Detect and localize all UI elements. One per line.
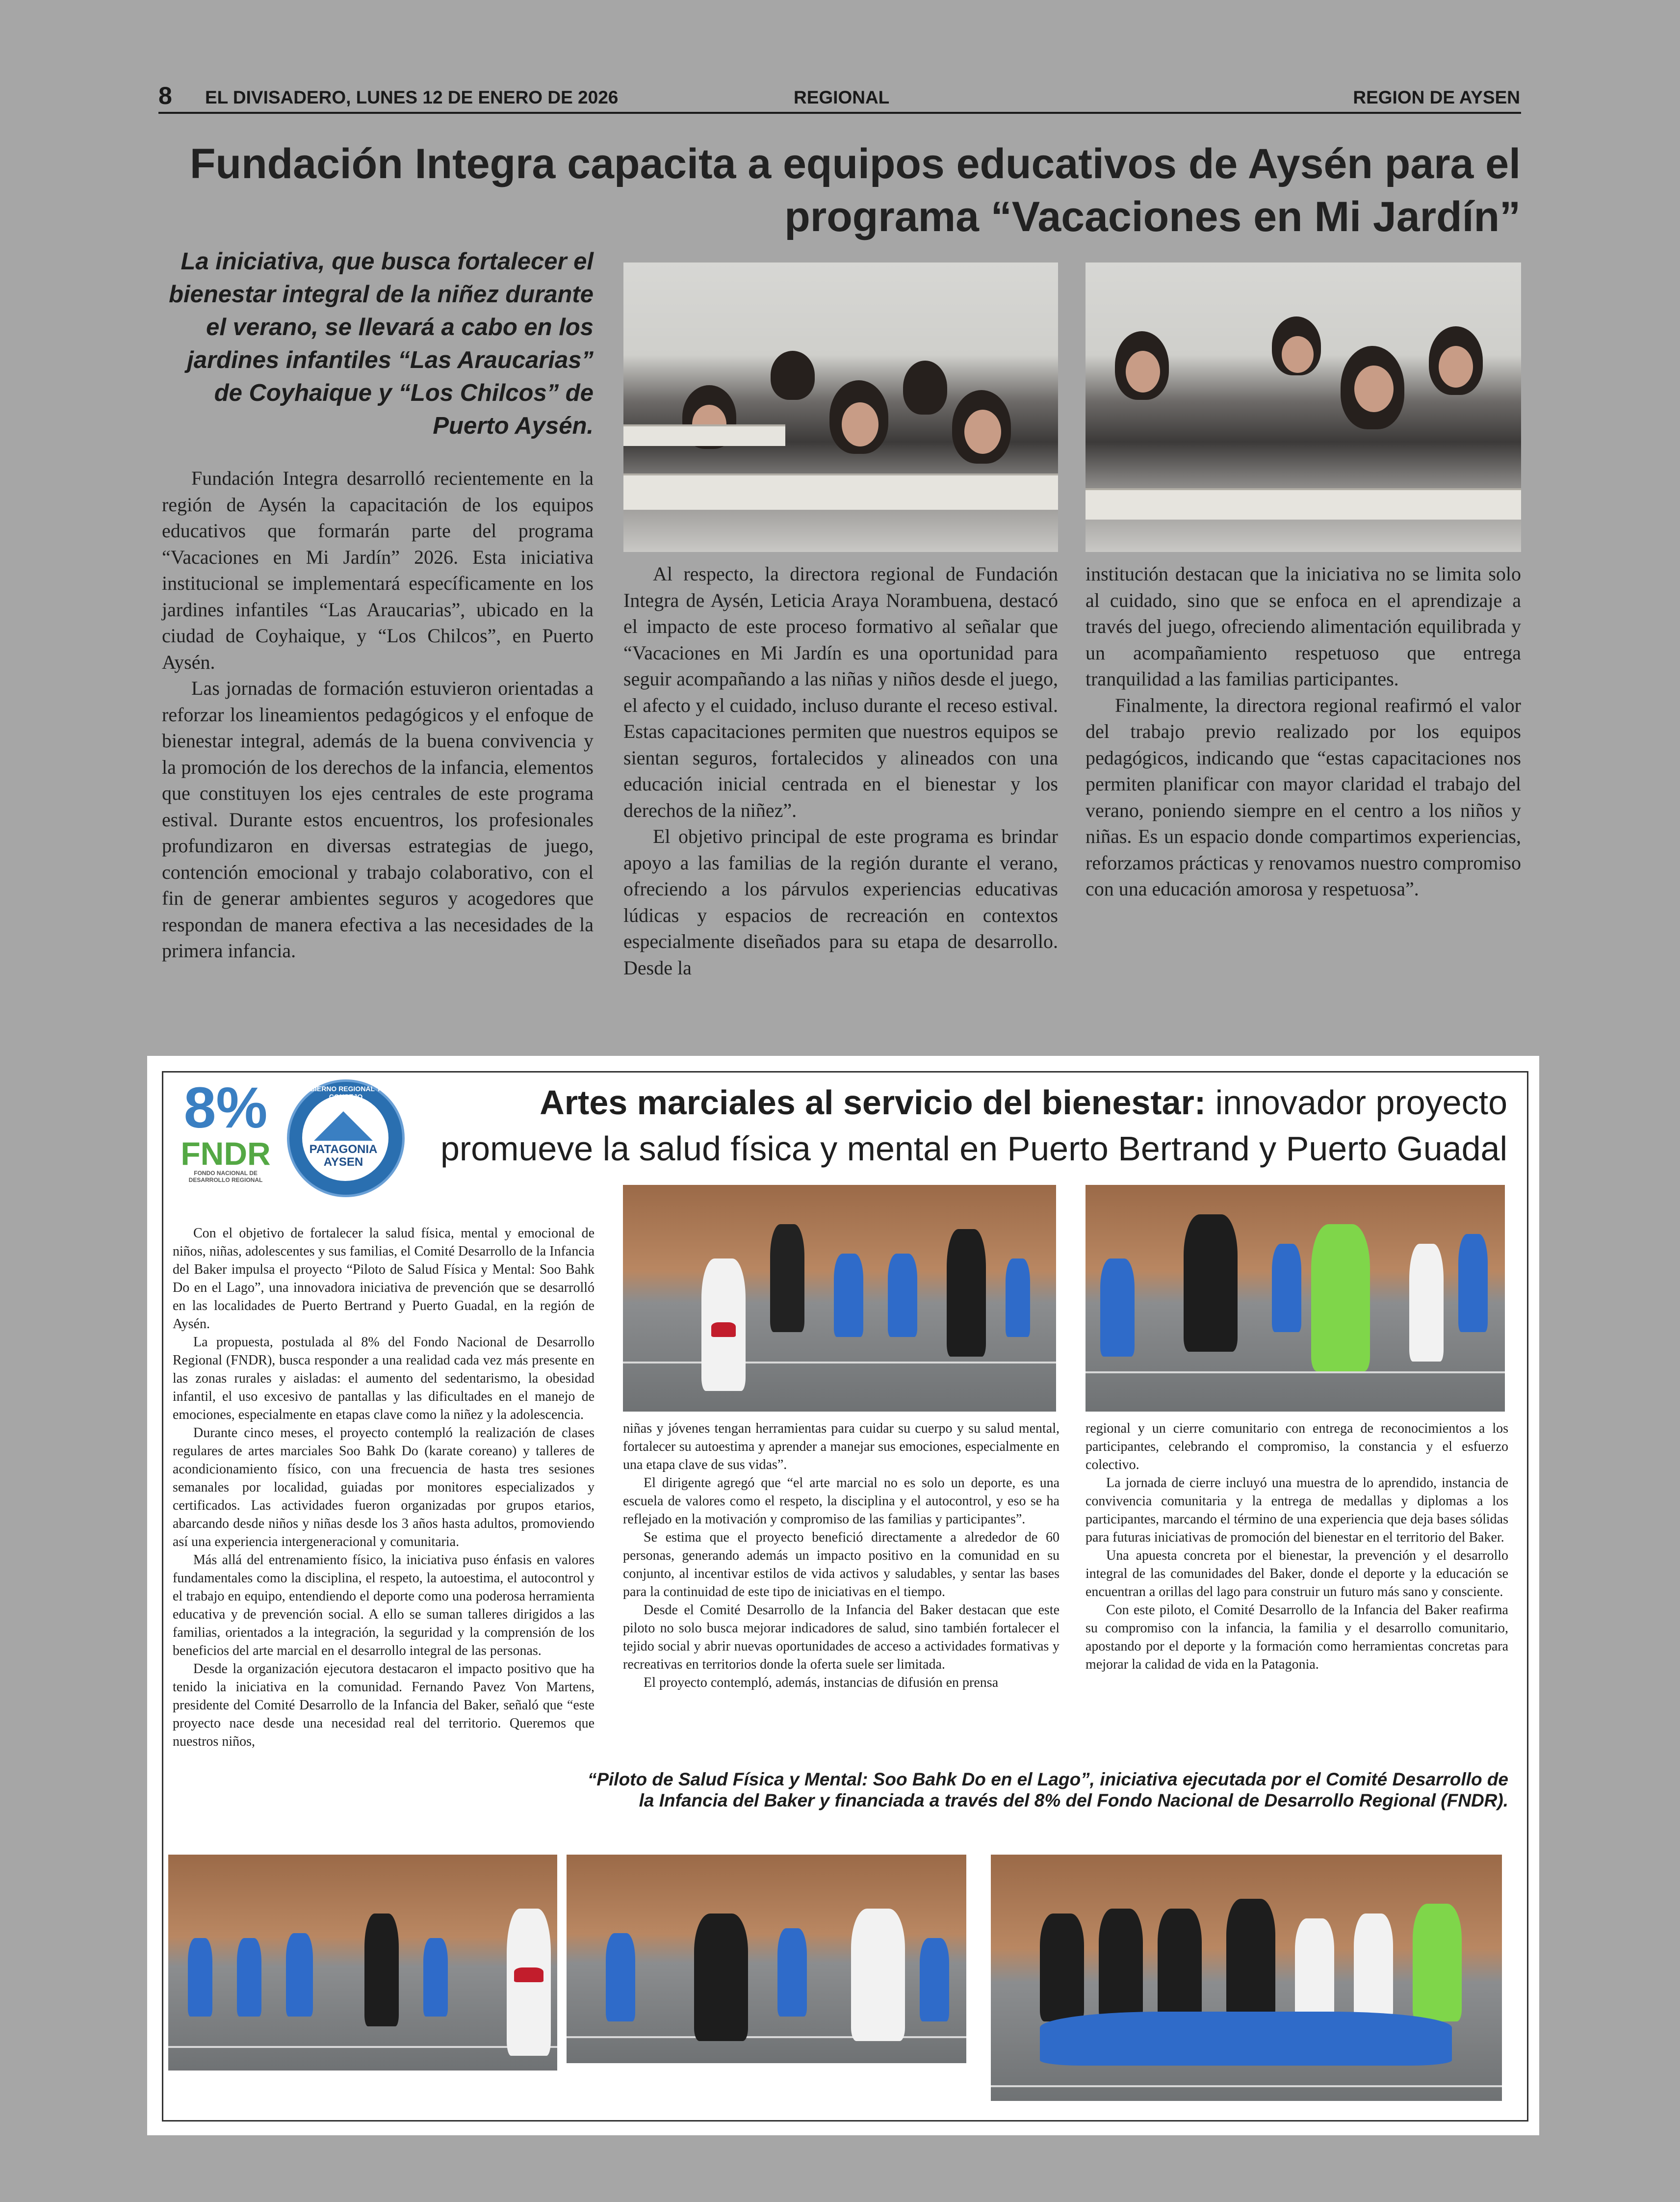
patagonia-logo-name: PATAGONIA AYSEN xyxy=(309,1143,378,1169)
paragraph: Desde la organización ejecutora destacaron el impacto positivo que ha tenido la iniciativa en la comunidad. Fernando Pavez Von Martens, presidente del Comité Desarrollo de la Infancia del Baker, señaló que “este proyecto nace desde una necesidad real del territorio. Queremos que nuestros niños, xyxy=(173,1661,594,1749)
paragraph: Con este piloto, el Comité Desarrollo de la Infancia del Baker reafirma su compromiso con la infancia, la familia y el desarrollo comunitario, apostando por el deporte y la formación como herramientas concretas para mejorar la calidad de vida en la Patagonia. xyxy=(1086,1602,1508,1672)
article1-headline-line2: programa “Vacaciones en Mi Jardín” xyxy=(784,193,1521,240)
martial-arts-photo-4 xyxy=(567,1855,966,2063)
martial-arts-photo-2 xyxy=(1086,1185,1505,1412)
paragraph: institución destacan que la iniciativa no se limita solo al cuidado, sino que se enfoca en el aprendizaje a través del juego, ofreciendo alimentación equilibrada y un acompañamiento respetuoso que entrega tranquilidad a las familias participantes. xyxy=(1086,563,1521,690)
group-photo xyxy=(991,1855,1502,2101)
paragraph: regional y un cierre comunitario con entrega de reconocimientos a los participantes, celebrando el compromiso, la constancia y el esfuerzo colectivo. xyxy=(1086,1421,1508,1472)
fndr-logo-name: FNDR xyxy=(181,1135,271,1172)
paragraph: Una apuesta concreta por el bienestar, la prevención y el desarrollo integral de las comunidades del Baker, donde el deporte y la educación se encuentran a orillas del lago para construir un futuro más sano y consciente. xyxy=(1086,1548,1508,1599)
paragraph: Con el objetivo de fortalecer la salud física, mental y emocional de niños, niñas, adolescentes y sus familias, el Comité Desarrollo de la Infancia del Baker impulsa el proyecto “Piloto de Salud Física y Mental: Soo Bahk Do en el Lago”, una innovadora iniciativa de prevención que se desarrolló en las localidades de Puerto Bertrand y Puerto Guadal, en la región de Aysén. xyxy=(173,1226,594,1332)
paragraph: Finalmente, la directora regional reafirmó el valor del trabajo previo realizado por los equipos pedagógicos, indicando que “estas capacitaciones nos permiten planificar con mayor claridad el trabajo del verano, poniendo siempre en el centro a los niños y niñas. Es un espacio donde compartimos experiencias, reforzamos prácticas y renovamos nuestro compromiso con una educación amorosa y respetuosa”. xyxy=(1086,694,1521,900)
paragraph: La jornada de cierre incluyó una muestra de lo aprendido, instancia de convivencia comunitaria y la entrega de medallas y diplomas a los participantes, marcando el término de una experiencia que deja bases sólidas para futuras iniciativas de promoción del bienestar en el territorio del Baker. xyxy=(1086,1475,1508,1545)
paragraph: niñas y jóvenes tengan herramientas para cuidar su cuerpo y su salud mental, fortalecer su autoestima y aprender a manejar sus emociones, especialmente en una etapa clave de sus vidas”. xyxy=(623,1421,1060,1472)
article1-column-2 xyxy=(623,561,1058,981)
paragraph: La propuesta, postulada al 8% del Fondo Nacional de Desarrollo Regional (FNDR), busca responder a una realidad cada vez más presente en las zonas rurales y aisladas: el aumento del sedentarismo, la obesidad infantil, el uso excesivo de pantallas y las dificultades en el manejo de emociones, especialmente en etapas clave como la niñez y la adolescencia. xyxy=(173,1335,594,1422)
region-label: REGION DE AYSEN xyxy=(1353,87,1520,107)
article1-headline-line1: Fundación Integra capacita a equipos educativos de Aysén para el xyxy=(190,140,1521,187)
paragraph: El proyecto contempló, además, instancias de difusión en prensa xyxy=(644,1675,999,1690)
article1-column-1 xyxy=(162,465,594,964)
martial-arts-photo-1 xyxy=(623,1185,1056,1412)
article2-column-3 xyxy=(1086,1419,1508,1674)
paragraph: Más allá del entrenamiento físico, la iniciativa puso énfasis en valores fundamentales como la disciplina, el respeto, la autoestima, el autocontrol y el trabajo en equipo, entendiendo el deporte como una poderosa herramienta educativa y de prevención social. A ello se suman talleres dirigidos a las familias, orientados a la integración, la seguridad y la comprensión de los beneficios del arte marcial en el desarrollo integral de las personas. xyxy=(173,1552,594,1658)
article2-headline-line2: promueve la salud física y mental en Puerto Bertrand y Puerto Guadal xyxy=(440,1129,1507,1168)
article2-headline-bold: Artes marciales al servicio del bienestar: xyxy=(540,1083,1206,1122)
classroom-photo-2 xyxy=(1086,262,1521,552)
martial-arts-photo-3 xyxy=(168,1855,557,2071)
paragraph: El objetivo principal de este programa es brindar apoyo a las familias de la región durante el verano, ofreciendo a los párvulos experiencias educativas lúdicas y espacios de recreación en contextos especialmente diseñados para su etapa de desarrollo. Desde la xyxy=(623,825,1058,979)
fndr-logo-percent: 8% xyxy=(183,1075,268,1140)
article1-lede: La iniciativa, que busca fortalecer el bienestar integral de la niñez durante el verano, se llevará a cabo en los jardines infantiles “Las Araucarias” de Coyhaique y “Los Chilcos” de Puerto Aysén. xyxy=(169,248,594,439)
patagonia-aysen-logo xyxy=(287,1079,405,1197)
paragraph: Fundación Integra desarrolló recientemente en la región de Aysén la capacitación de los equipos educativos que formarán parte del programa “Vacaciones en Mi Jardín” 2026. Esta iniciativa institucional se implementará específicamente en los jardines infantiles “Las Araucarias”, ubicado en la ciudad de Coyhaique, y “Los Chilcos”, en Puerto Aysén. xyxy=(162,467,594,673)
header-rule xyxy=(158,112,1521,114)
paragraph: Se estima que el proyecto benefició directamente a alrededor de 60 personas, generando además un impacto positivo en la comunidad en su conjunto, al incentivar estilos de vida activos y saludables, y sentar las bases para la continuidad de este tipo de iniciativas en el tiempo. xyxy=(623,1530,1060,1599)
page-number: 8 xyxy=(158,82,172,109)
article2-column-2 xyxy=(623,1419,1060,1692)
photo-caption: “Piloto de Salud Física y Mental: Soo Bahk Do en el Lago”, iniciativa ejecutada por el Comité Desarrollo de la Infancia del Baker y financiada a través del 8% del Fondo Nacional de Desarrollo Regional (FNDR). xyxy=(587,1769,1508,1810)
paragraph: Las jornadas de formación estuvieron orientadas a reforzar los lineamientos pedagógicos y el enfoque de bienestar integral, además de la buena convivencia y la promoción de los derechos de la infancia, elementos que constituyen los ejes centrales de este programa estival. Durante estos encuentros, los profesionales profundizaron en diversas estrategias de juego, contención emocional y trabajo colaborativo, con el fin de generar ambientes seguros y acogedores que respondan de manera efectiva a las necesidades de la primera infancia. xyxy=(162,677,594,962)
article2-headline-rest: innovador proyecto xyxy=(1206,1083,1507,1122)
paragraph: Desde el Comité Desarrollo de la Infancia del Baker destacan que este piloto no solo busca mejorar indicadores de salud, sino también fortalecer el tejido social y abrir nuevas oportunidades de acceso a actividades formativas y recreativas en territorios donde la oferta suele ser limitada. xyxy=(623,1602,1060,1672)
fndr-logo-subtitle: FONDO NACIONAL DE DESARROLLO REGIONAL xyxy=(188,1170,263,1183)
paragraph: Durante cinco meses, el proyecto contempló la realización de clases regulares de artes marciales Soo Bahk Do (karate coreano) y talleres de acondicionamiento físico, con una frecuencia de hasta tres sesiones semanales por localidad, guiadas por monitores especializados y certificados. Las actividades fueron organizadas por grupos etarios, abarcando desde niños y niñas desde los 3 años hasta adultos, promoviendo así una experiencia intergeneracional y comunitaria. xyxy=(173,1425,594,1549)
fndr-logo xyxy=(179,1075,272,1191)
section-label: REGIONAL xyxy=(794,87,890,107)
mountain-icon xyxy=(314,1111,373,1141)
paragraph: El dirigente agregó que “el arte marcial no es solo un deporte, es una escuela de valores como el respeto, la disciplina y el autocontrol, y eso se ha reflejado en la motivación y compromiso de las familias y participantes”. xyxy=(623,1475,1060,1527)
article1-column-3 xyxy=(1086,561,1521,902)
article2-column-1 xyxy=(173,1224,594,1751)
publication-dateline: EL DIVISADERO, LUNES 12 DE ENERO DE 2026 xyxy=(205,87,619,107)
patagonia-logo-arc-text: GOBIERNO REGIONAL Y SU CONSEJO xyxy=(299,1085,392,1101)
article1-headline xyxy=(118,137,1521,243)
classroom-photo-1 xyxy=(623,262,1058,552)
article2-headline xyxy=(428,1079,1507,1172)
paragraph: Al respecto, la directora regional de Fundación Integra de Aysén, Leticia Araya Norambuena, destacó el impacto de este proceso formativo al señalar que “Vacaciones en Mi Jardín es una oportunidad para seguir acompañando a las niñas y niños desde el juego, el afecto y el cuidado, incluso durante el receso estival. Estas capacitaciones permiten que nuestros equipos se sientan seguros, fortalecidos y alineados con una educación inicial centrada en el bienestar y los derechos de la niñez”. xyxy=(623,563,1058,821)
